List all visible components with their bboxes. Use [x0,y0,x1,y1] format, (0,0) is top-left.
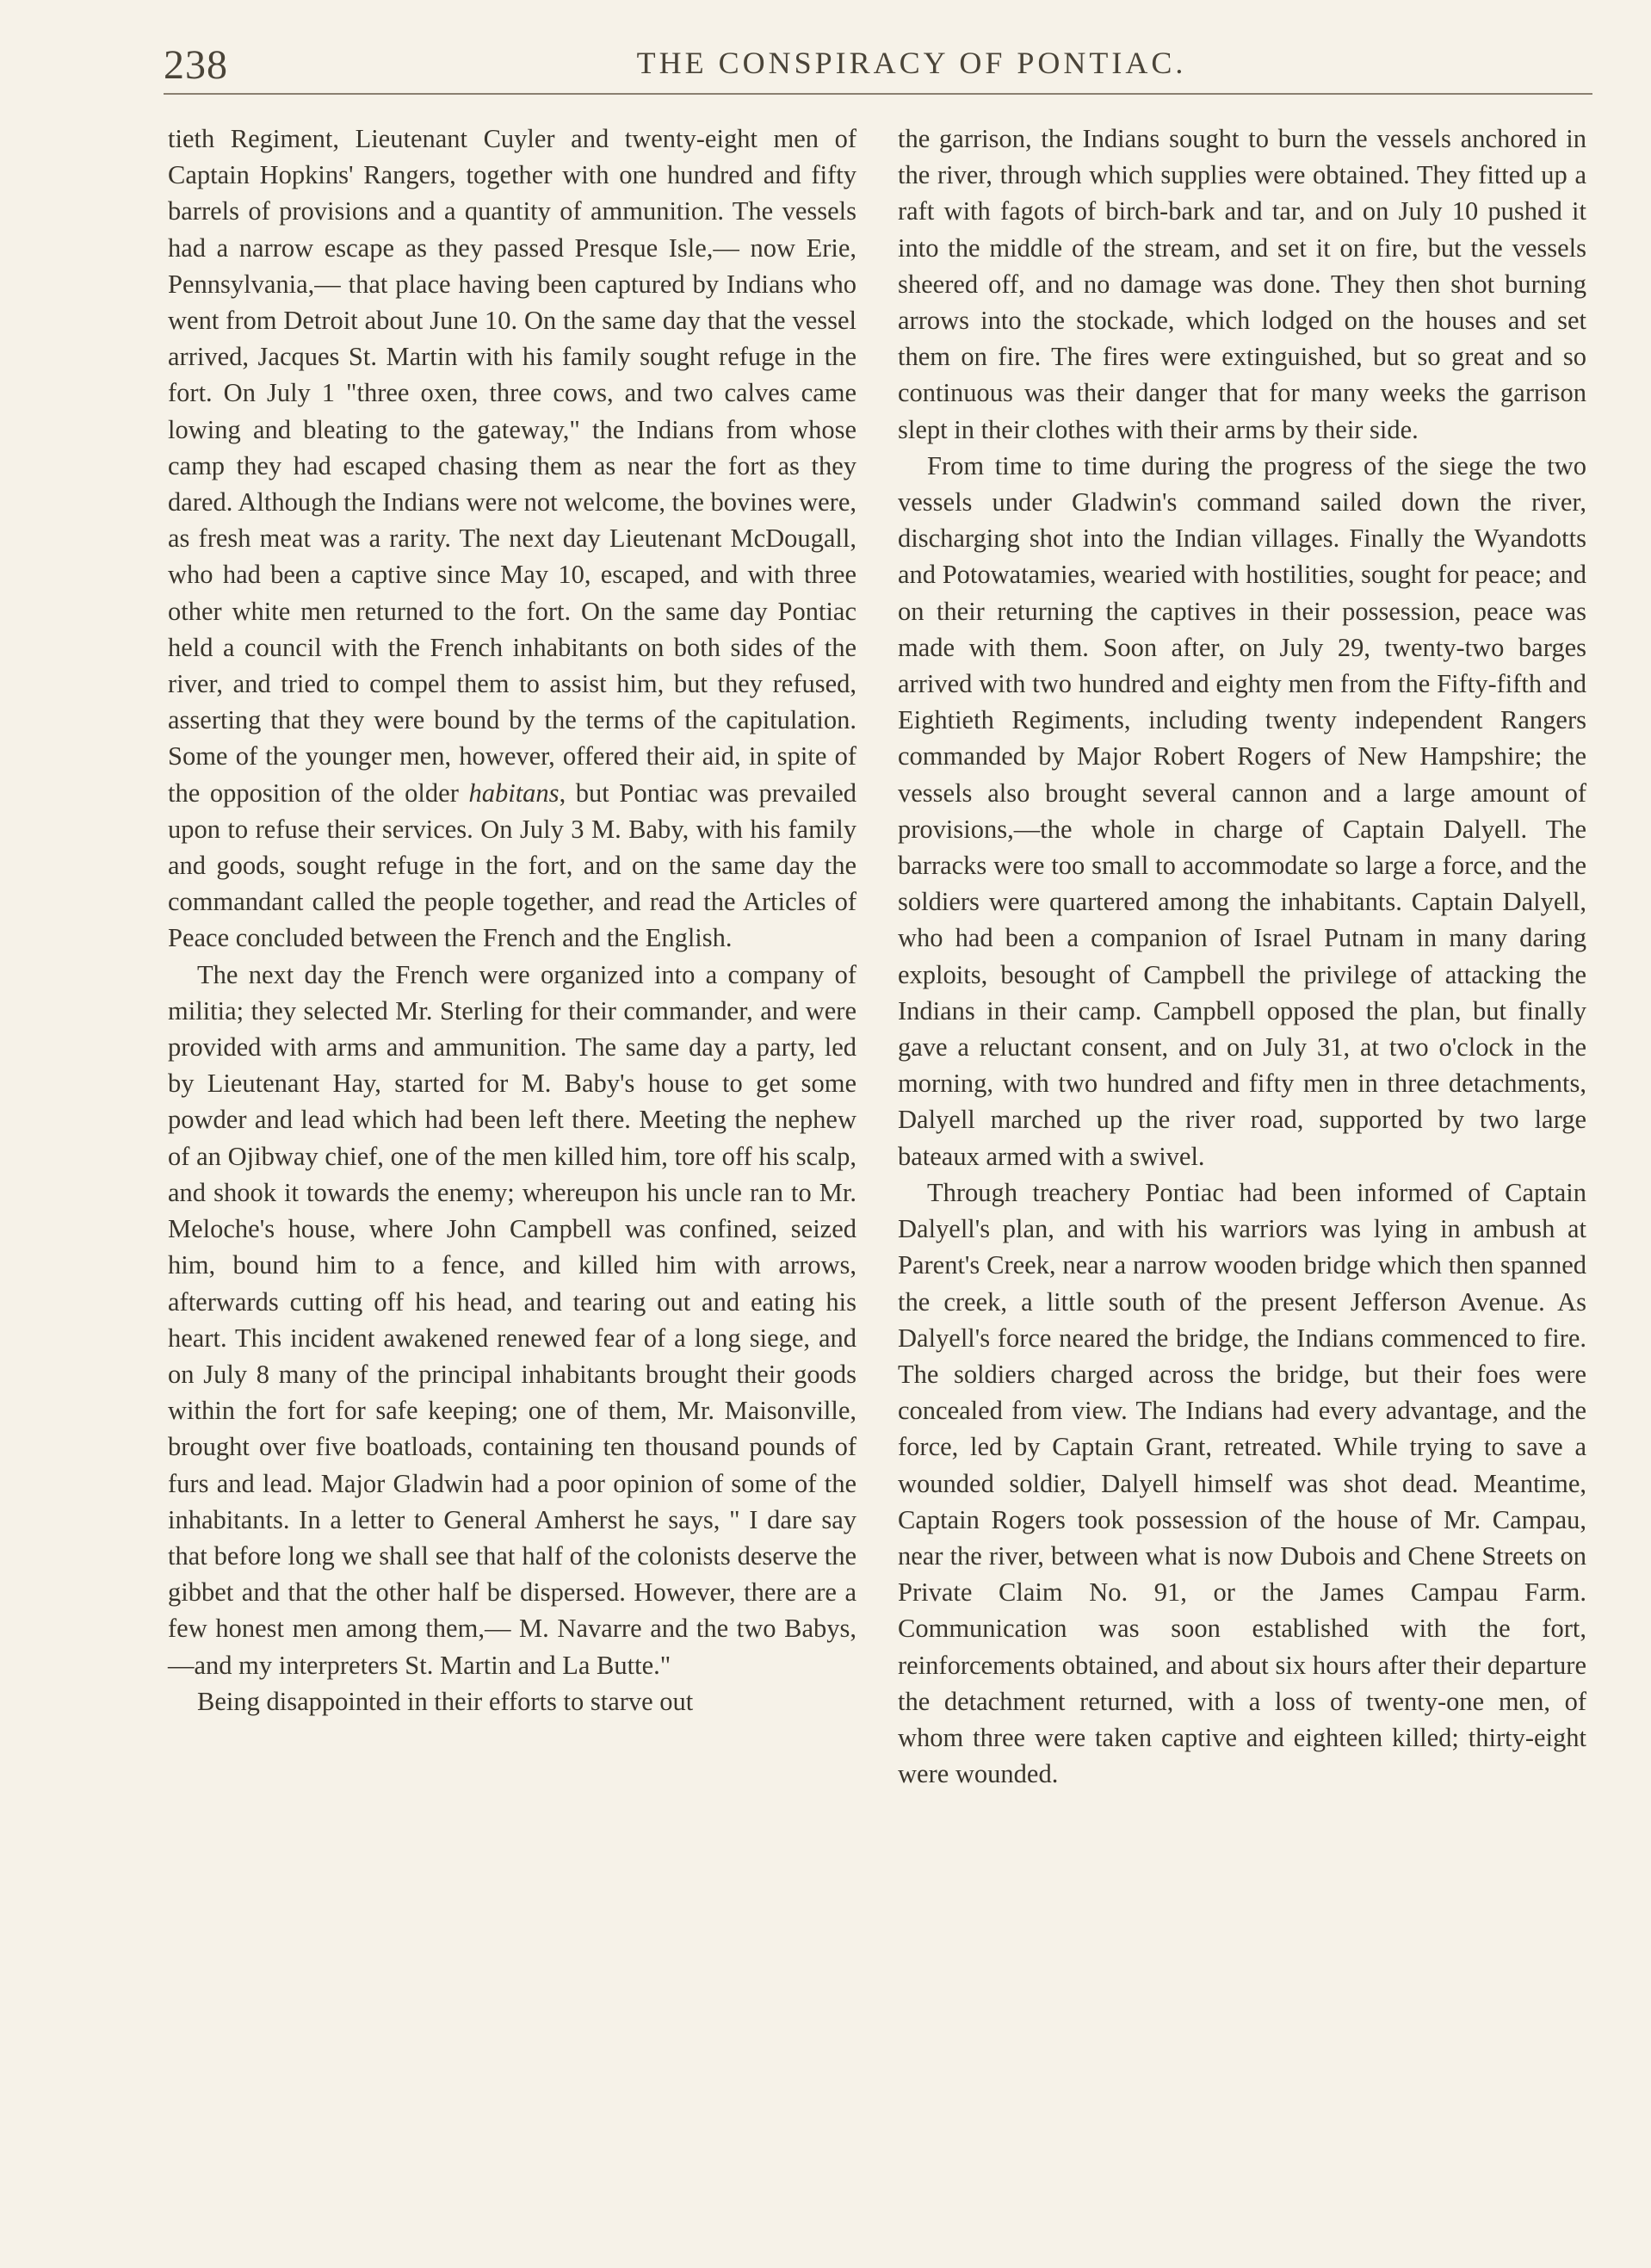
page-number: 238 [164,42,228,88]
left-paragraph-2: The next day the French were organized into a company of militia; they selected Mr. Sterling for their commander, and were provided with arms and ammunition. The same day a party, led by Lieutenant Hay, started for M. Baby's house to get some powder and lead which had been left there. Meeting the nephew of an Ojibway chief, one of the men killed him, tore off his scalp, and shook it towards the enemy; whereupon his uncle ran to Mr. Meloche's house, where John Campbell was confined, seized him, bound him to a fence, and killed him with arrows, afterwards cutting off his head, and tearing out and eating his heart. This incident awakened renewed fear of a long siege, and on July 8 many of the principal inhabitants brought their goods within the fort for safe keeping; one of them, Mr. Maisonville, brought over five boatloads, containing ten thousand pounds of furs and lead. Major Gladwin had a poor opinion of some of the inhabitants. In a letter to General Amherst he says, " I dare say that before long we shall see that half of the colonists deserve the gibbet and that the other half be dispersed. However, there are a few honest men among them,— M. Navarre and the two Babys,—and my interpreters St. Martin and La Butte." [168,959,856,1680]
left-paragraph-1-text-b: , but Pontiac was prevailed upon to refuse their services. On July 3 M. Baby, with his family and goods, sought refuge in the fort, and on the same day the commandant called the people together, and read the Articles of Peace concluded between the French and the English. [168,778,857,953]
right-paragraph-1: the garrison, the Indians sought to burn the vessels anchored in the river, through which supplies were obtained. They fitted up a raft with fagots of birch-bark and tar, and on July 10 pushed it into the middle of the stream, and set it on fire, but the vessels sheered off, and no damage was done. They then shot burning arrows into the stockade, which lodged on the houses and set them on fire. The fires were extinguished, but so great and so continuous was their danger that for many weeks the garrison slept in their clothes with their arms by their side. [898,124,1586,444]
left-paragraph-1-italic: habitans [468,778,560,808]
left-paragraph-1 [168,121,856,957]
left-column [168,121,856,1720]
left-paragraph-3: Being disappointed in their efforts to starve out [197,1686,694,1716]
left-paragraph-1-text-a: tieth Regiment, Lieutenant Cuyler and twenty-eight men of Captain Hopkins' Rangers, together with one hundred and fifty barrels of provisions and a quantity of ammunition. The vessels had a narrow escape as they passed Presque Isle,— now Erie, Pennsylvania,— that place having been captured by Indians who went from Detroit about June 10. On the same day that the vessel arrived, Jacques St. Martin with his family sought refuge in the fort. On July 1 "three oxen, three cows, and two calves came lowing and bleating to the gateway," the Indians from whose camp they had escaped chasing them as near the fort as they dared. Although the Indians were not welcome, the bovines were, as fresh meat was a rarity. The next day Lieutenant McDougall, who had been a captive since May 10, escaped, and with three other white men returned to the fort. On the same day Pontiac held a council with the French inhabitants on both sides of the river, and tried to compel them to assist him, but they refused, asserting that they were bound by the terms of the capitulation. Some of the younger men, however, offered their aid, in spite of the opposition of the older [168,124,856,808]
header-rule [164,93,1592,95]
right-paragraph-3: Through treachery Pontiac had been informed of Captain Dalyell's plan, and with his warriors was lying in ambush at Parent's Creek, near a narrow wooden bridge which then spanned the creek, a little south of the present Jefferson Avenue. As Dalyell's force neared the bridge, the Indians commenced to fire. The soldiers charged across the bridge, but their foes were concealed from view. The Indians had every advantage, and the force, led by Captain Grant, retreated. While trying to save a wounded soldier, Dalyell himself was shot dead. Meantime, Captain Rogers took possession of the house of Mr. Campau, near the river, between what is now Dubois and Chene Streets on Private Claim No. 91, or the James Campau Farm. Communication was soon established with the fort, reinforcements obtained, and about six hours after their departure the detachment returned, with a loss of twenty-one men, of whom three were taken captive and eighteen killed; thirty-eight were wounded. [898,1177,1586,1789]
right-paragraph-2: From time to time during the progress of the siege the two vessels under Gladwin's command sailed down the river, discharging shot into the Indian villages. Finally the Wyandotts and Potowatamies, wearied with hostilities, sought for peace; and on their returning the captives in their possession, peace was made with them. Soon after, on July 29, twenty-two barges arrived with two hundred and eighty men from the Fifty-fifth and Eightieth Regiments, including twenty independent Rangers commanded by Major Robert Rogers of New Hampshire; the vessels also brought several cannon and a large amount of provisions,—the whole in charge of Captain Dalyell. The barracks were too small to accommodate so large a force, and the soldiers were quartered among the inhabitants. Captain Dalyell, who had been a companion of Israel Putnam in many daring exploits, besought of Campbell the privilege of attacking the Indians in their camp. Campbell opposed the plan, but finally gave a reluctant consent, and on July 31, at two o'clock in the morning, with two hundred and fifty men in three detachments, Dalyell marched up the river road, supported by two large bateaux armed with a swivel. [898,450,1586,1171]
running-title: THE CONSPIRACY OF PONTIAC. [636,46,1187,80]
right-column [898,121,1586,1792]
